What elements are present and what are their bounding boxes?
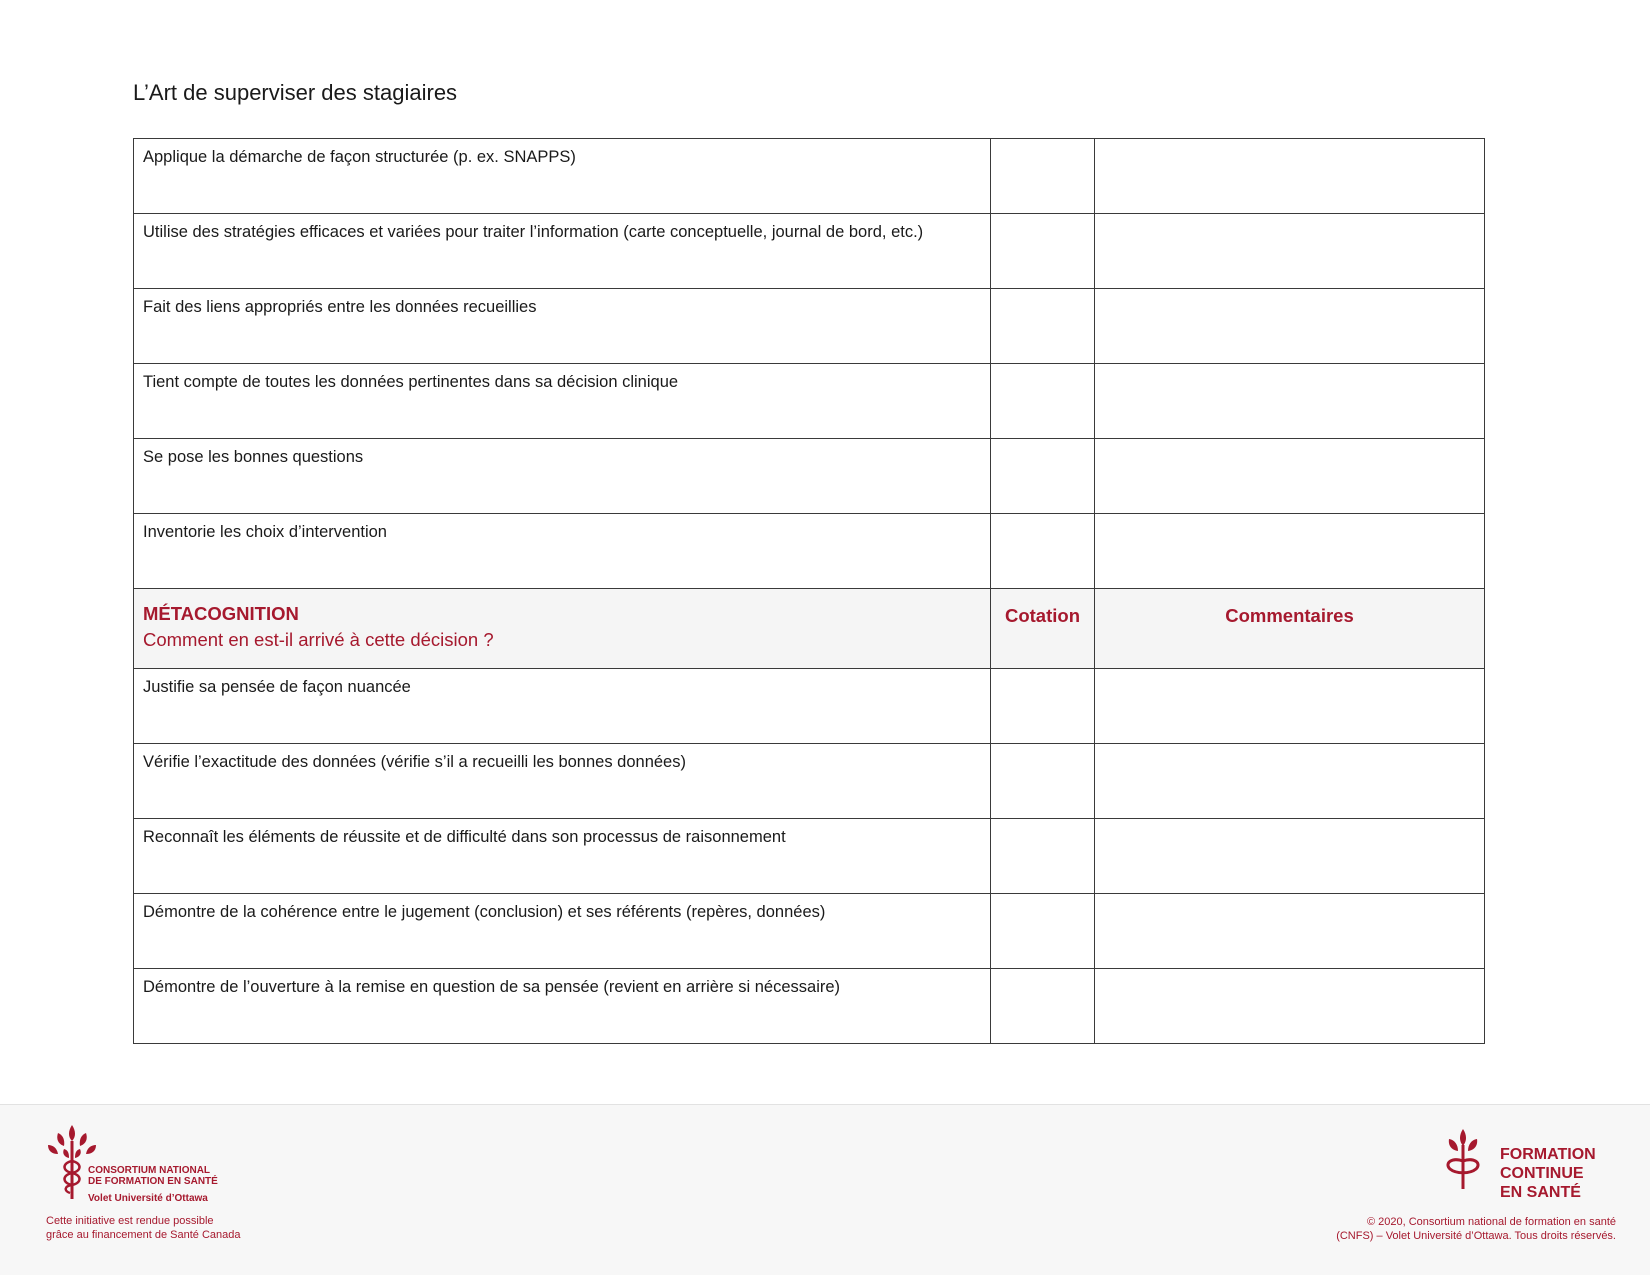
criterion-text: Démontre de la cohérence entre le jugement (conclusion) et ses référents (repères, données) <box>134 894 991 969</box>
comments-cell[interactable] <box>1095 214 1485 289</box>
section-label-cell <box>134 589 991 669</box>
rating-column-header: Cotation <box>991 589 1095 669</box>
section-subtitle: Comment en est-il arrivé à cette décision ? <box>143 629 494 650</box>
cnfs-org-name <box>88 1165 218 1187</box>
criterion-text: Tient compte de toutes les données pertinentes dans sa décision clinique <box>134 364 991 439</box>
evaluation-table <box>133 138 1485 1044</box>
fcs-line-3: EN SANTÉ <box>1500 1184 1581 1201</box>
criterion-row <box>134 744 1485 819</box>
criterion-row <box>134 439 1485 514</box>
funding-line-2: grâce au financement de Santé Canada <box>46 1229 241 1241</box>
comments-column-header: Commentaires <box>1095 589 1485 669</box>
cnfs-line-2: DE FORMATION EN SANTÉ <box>88 1176 218 1187</box>
copyright-line-1: © 2020, Consortium national de formation en santé <box>1366 1216 1616 1228</box>
criterion-row <box>134 894 1485 969</box>
comments-cell[interactable] <box>1095 514 1485 589</box>
rating-cell[interactable] <box>991 744 1095 819</box>
rating-cell[interactable] <box>991 819 1095 894</box>
criterion-row <box>134 514 1485 589</box>
comments-cell[interactable] <box>1095 819 1485 894</box>
comments-cell[interactable] <box>1095 289 1485 364</box>
criterion-text: Fait des liens appropriés entre les données recueillies <box>134 289 991 364</box>
comments-cell[interactable] <box>1095 364 1485 439</box>
footer <box>0 1104 1650 1275</box>
criterion-text: Applique la démarche de façon structurée (p. ex. SNAPPS) <box>134 139 991 214</box>
criterion-text: Reconnaît les éléments de réussite et de difficulté dans son processus de raisonnement <box>134 819 991 894</box>
rating-cell[interactable] <box>991 669 1095 744</box>
criterion-row <box>134 214 1485 289</box>
cnfs-leaf-logo-icon <box>44 1123 100 1203</box>
comments-cell[interactable] <box>1095 439 1485 514</box>
copyright-line-2: (CNFS) – Volet Université d’Ottawa. Tous droits réservés. <box>1336 1230 1616 1242</box>
fcs-line-1: FORMATION <box>1500 1146 1596 1163</box>
cnfs-line-1: CONSORTIUM NATIONAL <box>88 1165 211 1176</box>
criterion-row <box>134 969 1485 1044</box>
cnfs-branch: Volet Université d’Ottawa <box>88 1193 208 1204</box>
funding-line-1: Cette initiative est rendue possible <box>46 1215 214 1227</box>
criterion-row <box>134 289 1485 364</box>
fcs-wordmark <box>1500 1145 1596 1202</box>
fcs-line-2: CONTINUE <box>1500 1165 1584 1182</box>
rating-cell[interactable] <box>991 969 1095 1044</box>
criterion-text: Vérifie l’exactitude des données (vérifie s’il a recueilli les bonnes données) <box>134 744 991 819</box>
criterion-text: Se pose les bonnes questions <box>134 439 991 514</box>
rating-cell[interactable] <box>991 139 1095 214</box>
section-title: MÉTACOGNITION <box>143 603 299 624</box>
funding-note <box>46 1214 240 1242</box>
rating-cell[interactable] <box>991 439 1095 514</box>
comments-cell[interactable] <box>1095 894 1485 969</box>
criterion-text: Inventorie les choix d’intervention <box>134 514 991 589</box>
comments-cell[interactable] <box>1095 139 1485 214</box>
criterion-row <box>134 819 1485 894</box>
section-header-group <box>134 589 1485 669</box>
criterion-row <box>134 139 1485 214</box>
criterion-text: Démontre de l’ouverture à la remise en question de sa pensée (revient en arrière si nécessaire) <box>134 969 991 1044</box>
rating-cell[interactable] <box>991 214 1095 289</box>
comments-cell[interactable] <box>1095 669 1485 744</box>
rating-cell[interactable] <box>991 894 1095 969</box>
section-header-row <box>134 589 1485 669</box>
page-title: L’Art de superviser des stagiaires <box>133 80 458 105</box>
comments-cell[interactable] <box>1095 969 1485 1044</box>
fcs-leaf-logo-icon <box>1440 1127 1486 1193</box>
criterion-row <box>134 669 1485 744</box>
criterion-text: Utilise des stratégies efficaces et variées pour traiter l’information (carte conceptuelle, journal de bord, etc.) <box>134 214 991 289</box>
criteria-group-after <box>134 669 1485 1044</box>
criterion-row <box>134 364 1485 439</box>
criteria-group-before <box>134 139 1485 589</box>
comments-cell[interactable] <box>1095 744 1485 819</box>
rating-cell[interactable] <box>991 289 1095 364</box>
rating-cell[interactable] <box>991 514 1095 589</box>
rating-cell[interactable] <box>991 364 1095 439</box>
criterion-text: Justifie sa pensée de façon nuancée <box>134 669 991 744</box>
copyright-note <box>1336 1215 1616 1243</box>
